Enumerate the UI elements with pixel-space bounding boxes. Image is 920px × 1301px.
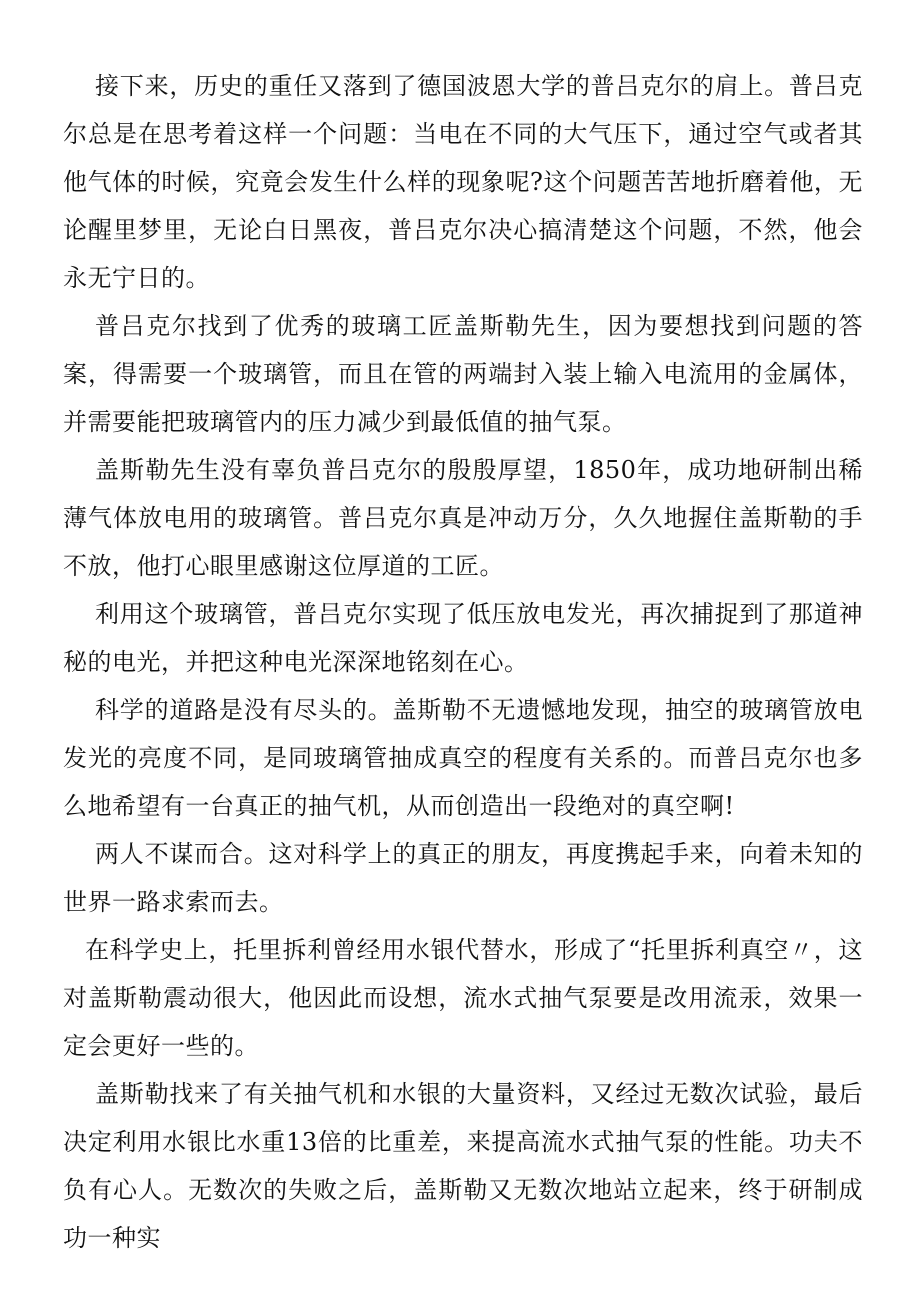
paragraph-5: 科学的道路是没有尽头的。盖斯勒不无遗憾地发现，抽空的玻璃管放电发光的亮度不同，是同玻璃管抽成真空的程度有关系的。而普吕克尔也多么地希望有一台真正的抽气机，从而创造出一段绝对的真空啊! xyxy=(63,696,863,820)
paragraph-3: 盖斯勒先生没有辜负普吕克尔的殷殷厚望，1850年，成功地研制出稀薄气体放电用的玻璃管。普吕克尔真是冲动万分，久久地握住盖斯勒的手不放，他打心眼里感谢这位厚道的工匠。 xyxy=(63,456,863,580)
document-body xyxy=(63,62,863,1262)
paragraph-4: 利用这个玻璃管，普吕克尔实现了低压放电发光，再次捕捉到了那道神秘的电光，并把这种电光深深地铭刻在心。 xyxy=(63,600,863,676)
paragraph-1: 接下来，历史的重任又落到了德国波恩大学的普吕克尔的肩上。普吕克尔总是在思考着这样一个问题：当电在不同的大气压下，通过空气或者其他气体的时候，究竟会发生什么样的现象呢?这个问题苦苦地折磨着他，无论醒里梦里，无论白日黑夜，普吕克尔决心搞清楚这个问题，不然，他会永无宁日的。 xyxy=(63,72,863,292)
paragraph-7: 在科学史上，托里拆利曾经用水银代替水，形成了“托里拆利真空〃，这对盖斯勒震动很大，他因此而设想，流水式抽气泵要是改用流汞，效果一定会更好一些的。 xyxy=(63,936,863,1060)
paragraph-8: 盖斯勒找来了有关抽气机和水银的大量资料，又经过无数次试验，最后决定利用水银比水重13倍的比重差，来提高流水式抽气泵的性能。功夫不负有心人。无数次的失败之后，盖斯勒又无数次地站立起来，终于研制成功一种实 xyxy=(63,1080,863,1252)
paragraph-6: 两人不谋而合。这对科学上的真正的朋友，再度携起手来，向着未知的世界一路求索而去。 xyxy=(63,840,863,916)
paragraph-2: 普吕克尔找到了优秀的玻璃工匠盖斯勒先生，因为要想找到问题的答案，得需要一个玻璃管，而且在管的两端封入装上输入电流用的金属体，并需要能把玻璃管内的压力减少到最低值的抽气泵。 xyxy=(63,312,863,436)
